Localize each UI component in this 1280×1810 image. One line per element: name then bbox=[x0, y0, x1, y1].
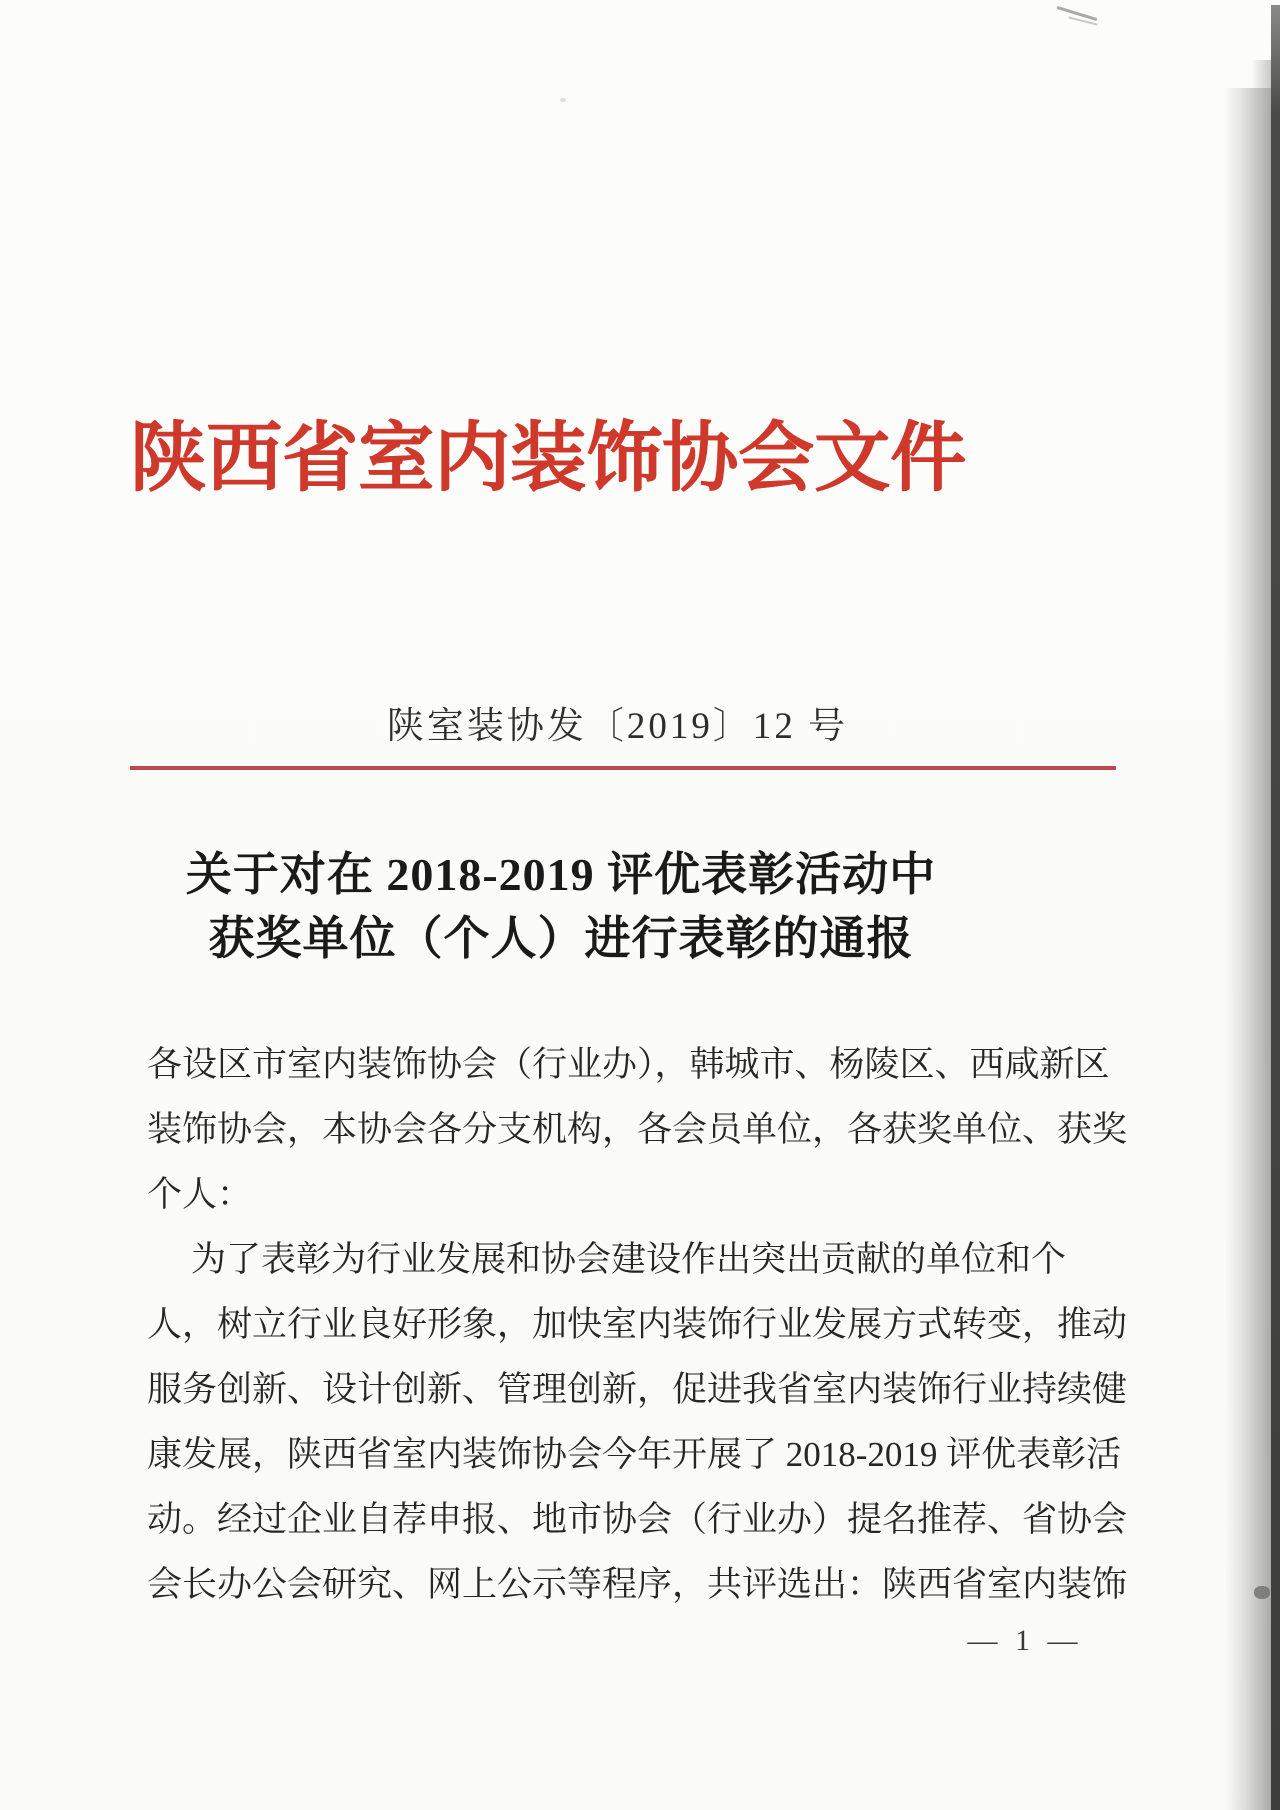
scan-edge-strip bbox=[1271, 5, 1280, 1810]
body-line: 为了表彰为行业发展和协会建设作出突出贡献的单位和个 bbox=[191, 1240, 1067, 1279]
scan-speckle bbox=[560, 98, 566, 102]
body-line: 个人： bbox=[147, 1175, 253, 1214]
body-line: 康发展，陕西省室内装饰协会今年开展了 2018-2019 评优表彰活 bbox=[147, 1435, 1122, 1474]
document-title bbox=[130, 843, 992, 971]
page-edge-shadow-top bbox=[1251, 60, 1271, 88]
letterhead-org-title: 陕西省室内装饰协会文件 bbox=[130, 417, 966, 501]
document-title-line2: 获奖单位（个人）进行表彰的通报 bbox=[208, 913, 914, 964]
body-line: 各设区市室内装饰协会（行业办），韩城市、杨陵区、西咸新区 bbox=[147, 1045, 1110, 1084]
body-line: 会长办公会研究、网上公示等程序，共评选出：陕西省室内装饰 bbox=[147, 1565, 1128, 1604]
scan-blemish bbox=[1254, 1586, 1270, 1599]
page-number: — 1 — bbox=[967, 1624, 1083, 1657]
body-line: 服务创新、设计创新、管理创新，促进我省室内装饰行业持续健 bbox=[147, 1370, 1128, 1409]
body-line: 装饰协会，本协会各分支机构，各会员单位，各获奖单位、获奖 bbox=[147, 1110, 1128, 1149]
page-edge-shadow bbox=[1225, 88, 1271, 1810]
body-line: 动。经过企业自荐申报、地市协会（行业办）提名推荐、省协会 bbox=[147, 1500, 1128, 1539]
body-line: 人，树立行业良好形象，加快室内装饰行业发展方式转变，推动 bbox=[147, 1305, 1128, 1344]
document-body bbox=[147, 1032, 1157, 1617]
document-number: 陕室装协发〔2019〕12 号 bbox=[386, 706, 849, 747]
document-title-line1: 关于对在 2018-2019 评优表彰活动中 bbox=[185, 849, 937, 900]
letterhead-red-rule bbox=[130, 766, 1116, 770]
